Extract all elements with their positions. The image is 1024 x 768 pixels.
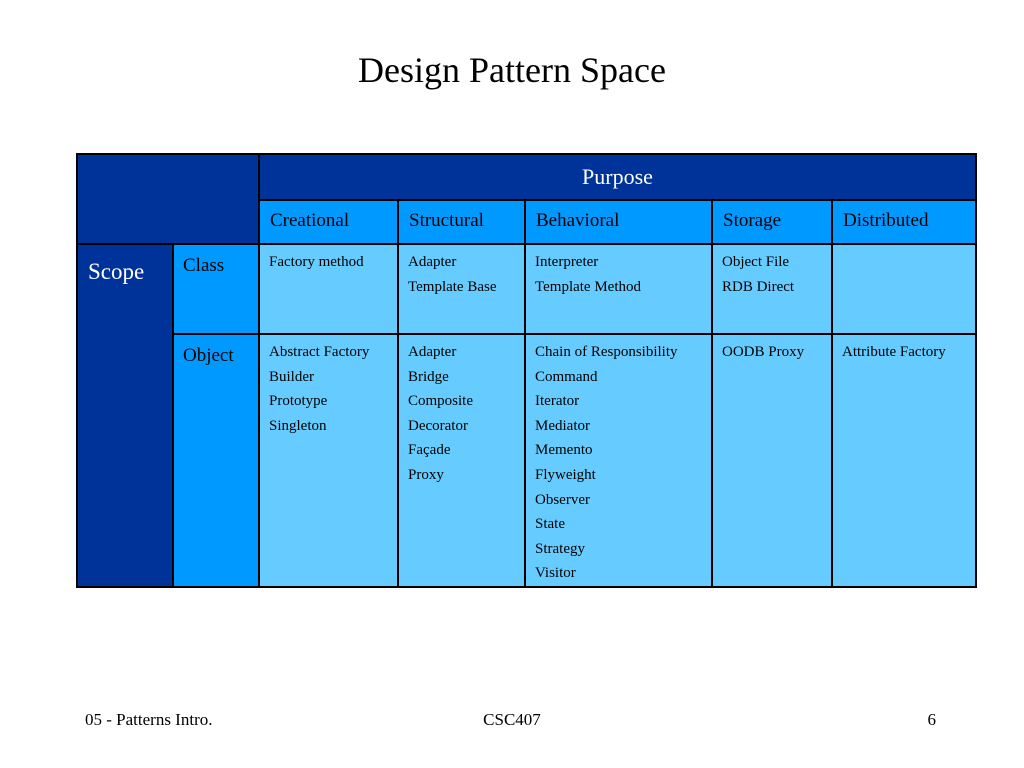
- cell-class-storage: [712, 244, 832, 334]
- pattern-name: Singleton: [269, 417, 327, 434]
- table-row-object: [77, 334, 976, 587]
- pattern-name: Memento: [535, 442, 593, 459]
- pattern-name: Visitor: [535, 565, 576, 582]
- pattern-name: Builder: [269, 368, 314, 385]
- pattern-name: RDB Direct: [722, 278, 795, 295]
- cell-object-structural: [398, 334, 525, 587]
- cell-class-distributed: [832, 244, 976, 334]
- column-header-behavioral: Behavioral: [525, 200, 712, 244]
- footer-page-number: 6: [927, 710, 936, 729]
- row-label-class: Class: [173, 244, 259, 334]
- cell-object-behavioral: [525, 334, 712, 587]
- design-pattern-table: [76, 153, 977, 588]
- purpose-row: [77, 154, 976, 200]
- pattern-name: Attribute Factory: [842, 344, 946, 360]
- pattern-name: Template Method: [535, 278, 642, 295]
- column-header-structural: Structural: [398, 200, 525, 244]
- cell-class-behavioral: [525, 244, 712, 334]
- pattern-name: Decorator: [408, 417, 468, 434]
- row-label-object: Object: [173, 334, 259, 587]
- pattern-name: Façade: [408, 442, 451, 459]
- table-row-class: [77, 244, 976, 334]
- pattern-name: Template Base: [408, 278, 497, 295]
- slide-title: Design Pattern Space: [358, 50, 666, 90]
- pattern-name: Abstract Factory: [269, 344, 370, 360]
- pattern-name: Adapter: [408, 344, 457, 360]
- cell-object-creational: [259, 334, 398, 587]
- pattern-name: Mediator: [535, 417, 590, 434]
- pattern-name: Bridge: [408, 368, 449, 385]
- pattern-name: Composite: [408, 393, 474, 410]
- column-header-storage: Storage: [712, 200, 832, 244]
- cell-object-storage: [712, 334, 832, 587]
- pattern-name: OODB Proxy: [722, 344, 805, 360]
- column-header-creational: Creational: [259, 200, 398, 244]
- pattern-name: Proxy: [408, 466, 444, 483]
- cell-object-distributed: [832, 334, 976, 587]
- corner-cell: [77, 154, 259, 244]
- pattern-name: Iterator: [535, 393, 580, 410]
- pattern-name: Object File: [722, 254, 790, 270]
- pattern-name: Flyweight: [535, 466, 596, 483]
- cell-class-structural: [398, 244, 525, 334]
- column-header-distributed: Distributed: [832, 200, 976, 244]
- pattern-name: Prototype: [269, 393, 328, 410]
- pattern-name: Command: [535, 368, 598, 385]
- pattern-name: Observer: [535, 491, 590, 508]
- footer-course-code: CSC407: [483, 710, 541, 729]
- scope-header: Scope: [77, 244, 173, 587]
- cell-class-creational: [259, 244, 398, 334]
- pattern-name: Chain of Responsibility: [535, 344, 678, 360]
- pattern-name: Strategy: [535, 540, 585, 557]
- purpose-header: Purpose: [259, 154, 976, 200]
- footer-lecture-title: 05 - Patterns Intro.: [85, 710, 213, 729]
- pattern-name: Factory method: [269, 254, 364, 270]
- pattern-name: State: [535, 516, 565, 533]
- pattern-name: Adapter: [408, 254, 457, 270]
- pattern-name: Interpreter: [535, 254, 599, 270]
